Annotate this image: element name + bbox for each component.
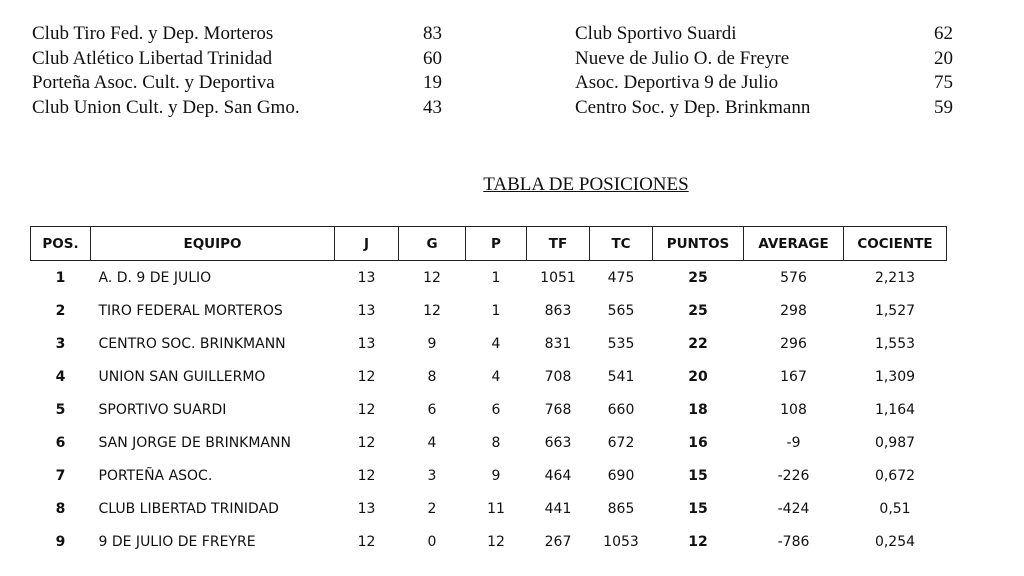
pos-cell: 3 [55,335,66,352]
team-score: 62 [934,23,953,44]
points-for-cell: 768 [544,401,572,418]
points-cell: 25 [688,302,708,319]
played-cell: 13 [357,269,376,286]
points-for-cell: 863 [544,302,572,319]
played-cell: 12 [357,434,376,451]
won-cell: 9 [427,335,437,352]
team-cell: A. D. 9 DE JULIO [98,269,212,286]
played-cell: 13 [357,335,376,352]
points-for-cell: 663 [544,434,572,451]
team-score: 59 [934,96,953,118]
lost-cell: 4 [491,368,501,385]
team-name: Centro Soc. y Dep. Brinkmann [575,96,811,118]
team-cell: SPORTIVO SUARDI [98,401,227,418]
pos-cell: 8 [55,500,66,517]
table-row [31,294,947,327]
points-against-cell: 565 [607,302,635,319]
team-cell: PORTEÑA ASOC. [98,467,213,484]
won-cell: 8 [427,368,437,385]
played-cell: 12 [357,401,376,418]
won-cell: 12 [423,269,441,286]
average-cell: -424 [777,500,810,517]
pos-cell: 7 [55,467,66,484]
team-score: 19 [423,72,442,93]
points-for-cell: 441 [544,500,572,517]
points-cell: 20 [688,368,708,385]
points-for-cell: 464 [544,467,572,484]
points-cell: 15 [688,467,708,484]
pos-cell: 5 [55,401,66,418]
played-cell: 13 [357,302,376,319]
team-name: Asoc. Deportiva 9 de Julio [575,72,779,93]
played-cell: 12 [357,368,376,385]
team-name: Club Union Cult. y Dep. San Gmo. [32,96,300,118]
lost-cell: 1 [491,269,501,286]
team-score: 75 [934,72,953,93]
col-header-g: G [399,227,466,261]
ratio-cell: 2,213 [874,269,916,286]
col-header-puntos: PUNTOS [653,227,744,261]
points-cell: 15 [688,500,708,517]
match-results [32,22,962,122]
col-header-tc: TC [590,227,653,261]
points-for-cell: 831 [544,335,572,352]
points-cell: 18 [688,401,708,418]
points-cell: 12 [688,533,708,550]
table-header-row [31,227,947,261]
result-row [32,71,442,96]
ratio-cell: 1,309 [874,368,916,385]
played-cell: 13 [357,500,376,517]
won-cell: 4 [427,434,437,451]
points-against-cell: 1053 [603,533,639,550]
result-row [575,47,953,72]
ratio-cell: 0,51 [879,500,911,517]
team-name: Club Atlético Libertad Trinidad [32,47,273,69]
team-score: 43 [423,96,442,118]
standings-body [31,261,947,559]
ratio-cell: 1,527 [874,302,916,319]
team-score: 83 [423,23,442,44]
result-row [32,96,442,121]
standings-title: TABLA DE POSICIONES [483,174,689,195]
result-row [575,22,953,47]
col-header-pos: POS. [31,227,91,261]
team-cell: UNION SAN GUILLERMO [98,368,266,385]
table-row [31,426,947,459]
average-cell: 296 [780,335,807,352]
lost-cell: 12 [487,533,505,550]
team-cell: 9 DE JULIO DE FREYRE [98,533,256,550]
team-score: 60 [423,47,442,69]
team-cell: TIRO FEDERAL MORTEROS [98,302,283,319]
points-against-cell: 690 [607,467,635,484]
points-against-cell: 475 [607,269,635,286]
ratio-cell: 1,164 [874,401,916,418]
points-against-cell: 660 [607,401,635,418]
lost-cell: 8 [491,434,501,451]
standings-title-wrap [0,174,1024,196]
lost-cell: 11 [487,500,505,517]
pos-cell: 9 [55,533,66,550]
table-row [31,360,947,393]
results-column-right [575,22,953,120]
lost-cell: 6 [491,401,501,418]
pos-cell: 1 [55,269,66,286]
result-row [32,22,442,47]
average-cell: -226 [777,467,810,484]
won-cell: 3 [427,467,437,484]
result-row [32,47,442,72]
col-header-equipo: EQUIPO [91,227,335,261]
team-score: 20 [934,47,953,69]
pos-cell: 6 [55,434,66,451]
points-cell: 22 [688,335,708,352]
team-name: Club Sportivo Suardi [575,23,737,44]
won-cell: 0 [427,533,437,550]
result-row [575,96,953,121]
col-header-tf: TF [527,227,590,261]
played-cell: 12 [357,533,376,550]
won-cell: 12 [423,302,441,319]
average-cell: -9 [786,434,801,451]
average-cell: 108 [780,401,807,418]
team-cell: CENTRO SOC. BRINKMANN [98,335,286,352]
average-cell: 576 [780,269,807,286]
col-header-j: J [335,227,399,261]
ratio-cell: 0,672 [874,467,916,484]
won-cell: 6 [427,401,437,418]
average-cell: 167 [780,368,807,385]
average-cell: -786 [777,533,810,550]
points-for-cell: 267 [544,533,572,550]
ratio-cell: 0,987 [874,434,916,451]
points-against-cell: 865 [607,500,635,517]
result-row [575,71,953,96]
won-cell: 2 [427,500,437,517]
played-cell: 12 [357,467,376,484]
standings-table [30,226,947,558]
lost-cell: 1 [491,302,501,319]
results-column-left [32,22,442,120]
col-header-cociente: COCIENTE [844,227,947,261]
col-header-p: P [466,227,527,261]
team-cell: CLUB LIBERTAD TRINIDAD [98,500,279,517]
pos-cell: 2 [55,302,66,319]
table-row [31,459,947,492]
average-cell: 298 [780,302,807,319]
table-row [31,393,947,426]
team-name: Club Tiro Fed. y Dep. Morteros [32,23,274,44]
points-against-cell: 672 [607,434,635,451]
table-row [31,492,947,525]
points-cell: 25 [688,269,708,286]
points-against-cell: 541 [607,368,635,385]
ratio-cell: 1,553 [874,335,916,352]
team-cell: SAN JORGE DE BRINKMANN [98,434,291,451]
points-for-cell: 1051 [540,269,576,286]
team-name: Porteña Asoc. Cult. y Deportiva [32,72,275,93]
points-for-cell: 708 [544,368,572,385]
ratio-cell: 0,254 [874,533,916,550]
lost-cell: 4 [491,335,501,352]
table-row [31,327,947,360]
col-header-average: AVERAGE [744,227,844,261]
lost-cell: 9 [491,467,501,484]
points-against-cell: 535 [607,335,635,352]
table-row [31,525,947,558]
pos-cell: 4 [55,368,66,385]
table-row [31,261,947,295]
team-name: Nueve de Julio O. de Freyre [575,47,790,69]
points-cell: 16 [688,434,708,451]
